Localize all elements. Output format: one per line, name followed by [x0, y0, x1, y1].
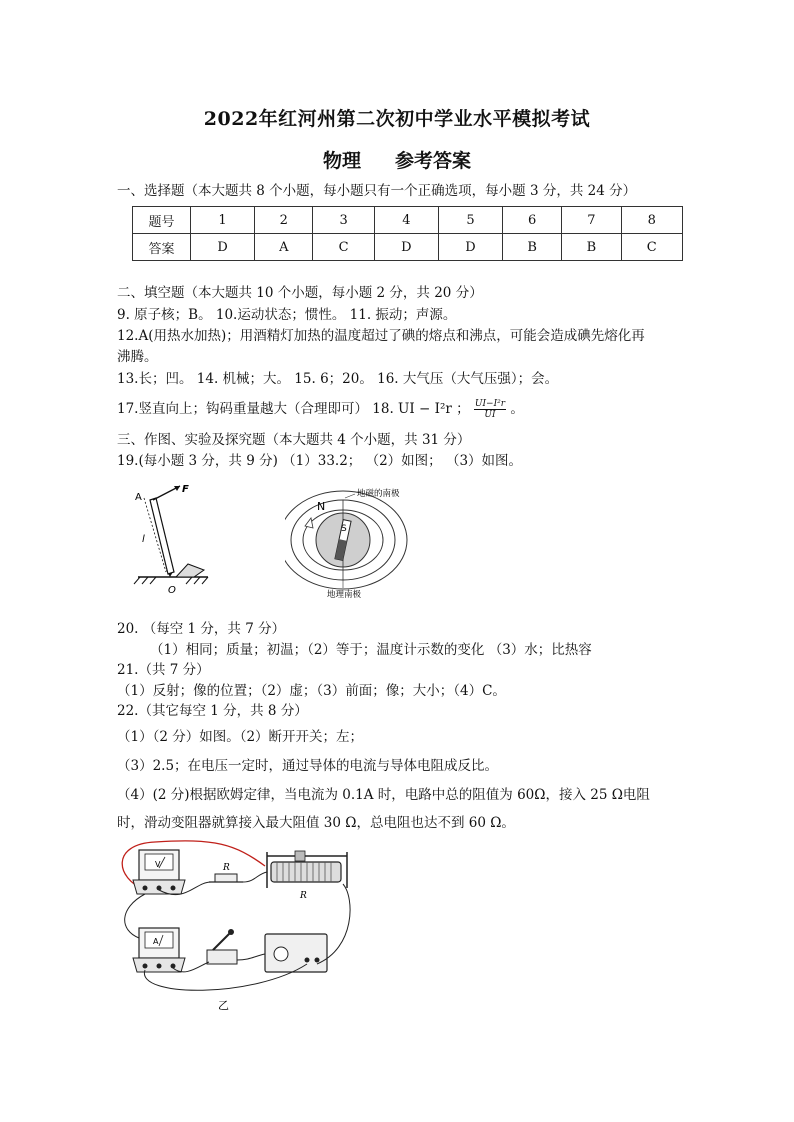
answer-text: 17.竖直向上；钩码重量越大（合理即可） 18. UI − I²r ；	[117, 401, 470, 417]
switch	[207, 950, 237, 964]
table-cell: 3	[313, 207, 374, 234]
answer-text: 。	[510, 401, 524, 417]
table-cell: A	[255, 234, 313, 261]
figure-caption: 乙	[218, 999, 229, 1012]
magnet-s-label: S	[341, 524, 347, 534]
pivot-o-label: O	[168, 585, 176, 595]
geographic-south-label: 地理南极	[327, 590, 362, 600]
section3-heading: 三、作图、实验及探究题（本大题共 4 个小题，共 31 分）	[117, 432, 471, 448]
rheostat-label: R	[300, 891, 307, 901]
answer-key-label: 参考答案	[395, 150, 472, 172]
table-cell: B	[503, 234, 562, 261]
table-cell: D	[374, 234, 438, 261]
answer-line: 20. （每空 1 分，共 7 分）	[117, 621, 286, 637]
rheostat	[267, 851, 347, 888]
lever-force-figure	[130, 480, 220, 595]
answer-table	[132, 206, 683, 261]
table-cell: 6	[503, 207, 562, 234]
answer-line: 12.A(用热水加热)；用酒精灯加热的温度超过了碘的熔点和沸点，可能会造成碘先熔化再	[117, 328, 645, 344]
answer-line: （1）相同；质量；初温；（2）等于；温度计示数的变化 （3）水；比热容	[150, 642, 592, 658]
section2-heading: 二、填空题（本大题共 10 个小题，每小题 2 分，共 20 分）	[117, 285, 483, 301]
table-cell: C	[621, 234, 683, 261]
force-f-label: F	[182, 484, 189, 495]
geomagnetic-south-label: 地磁的南极	[357, 489, 400, 499]
row-label: 答案	[133, 234, 191, 261]
table-cell: D	[438, 234, 502, 261]
table-cell: 1	[191, 207, 255, 234]
subject: 物理	[322, 150, 361, 172]
answer-line: （4）(2 分)根据欧姆定律，当电流为 0.1A 时，电路中总的阻值为 60Ω，接入 25 Ω电阻	[117, 787, 650, 803]
geomagnetic-field-figure	[285, 480, 425, 600]
circuit-figure	[115, 838, 355, 1013]
answer-line: 21.（共 7 分）	[117, 662, 210, 678]
table-cell: 4	[374, 207, 438, 234]
table-row	[133, 207, 683, 234]
answer-line: （1）反射；像的位置；（2）虚；（3）前面；像；大小；（4）C。	[117, 683, 506, 699]
compass-n-label: N	[317, 500, 326, 513]
answer-line: （1）（2 分）如图。（2）断开开关；左；	[117, 729, 364, 745]
table-cell: D	[191, 234, 255, 261]
answer-line: 时，滑动变阻器就算接入最大阻值 30 Ω，总电阻也达不到 60 Ω。	[117, 815, 515, 831]
efficiency-fraction	[474, 399, 506, 420]
table-row	[133, 234, 683, 261]
row-label: 题号	[133, 207, 191, 234]
table-cell: B	[562, 234, 621, 261]
resistor	[215, 874, 237, 882]
exam-title: 2022年红河州第二次初中学业水平模拟考试	[203, 108, 591, 130]
answer-line: 沸腾。	[117, 349, 158, 365]
table-cell: C	[313, 234, 374, 261]
table-cell: 7	[562, 207, 621, 234]
arm-l-label: l	[142, 534, 145, 545]
section1-heading: 一、选择题（本大题共 8 个小题，每小题只有一个正确选项，每小题 3 分，共 24 分）	[117, 183, 637, 199]
ammeter-label: A	[153, 937, 159, 946]
table-cell: 8	[621, 207, 683, 234]
answer-line: （3）2.5；在电压一定时，通过导体的电流与导体电阻成反比。	[117, 758, 499, 774]
answer-line: 13.长；凹。 14. 机械；大。 15. 6；20。 16. 大气压（大气压强）；会。	[117, 371, 559, 387]
fraction-denominator: UI	[484, 410, 496, 420]
answer-line: 22.（其它每空 1 分，共 8 分）	[117, 703, 308, 719]
table-cell: 2	[255, 207, 313, 234]
answer-line: 19.(每小题 3 分，共 9 分) （1）33.2； （2）如图； （3）如图。	[117, 453, 523, 469]
fraction-numerator: UI−I²r	[474, 399, 506, 409]
voltmeter-label: V	[155, 860, 161, 869]
exam-subtitle	[0, 146, 794, 173]
point-a-label: A	[135, 492, 142, 503]
answer-line	[117, 399, 524, 420]
table-cell: 5	[438, 207, 502, 234]
answer-line: 9. 原子核；B。 10.运动状态；惯性。 11. 振动；声源。	[117, 307, 457, 323]
resistor-label: R	[223, 863, 230, 873]
